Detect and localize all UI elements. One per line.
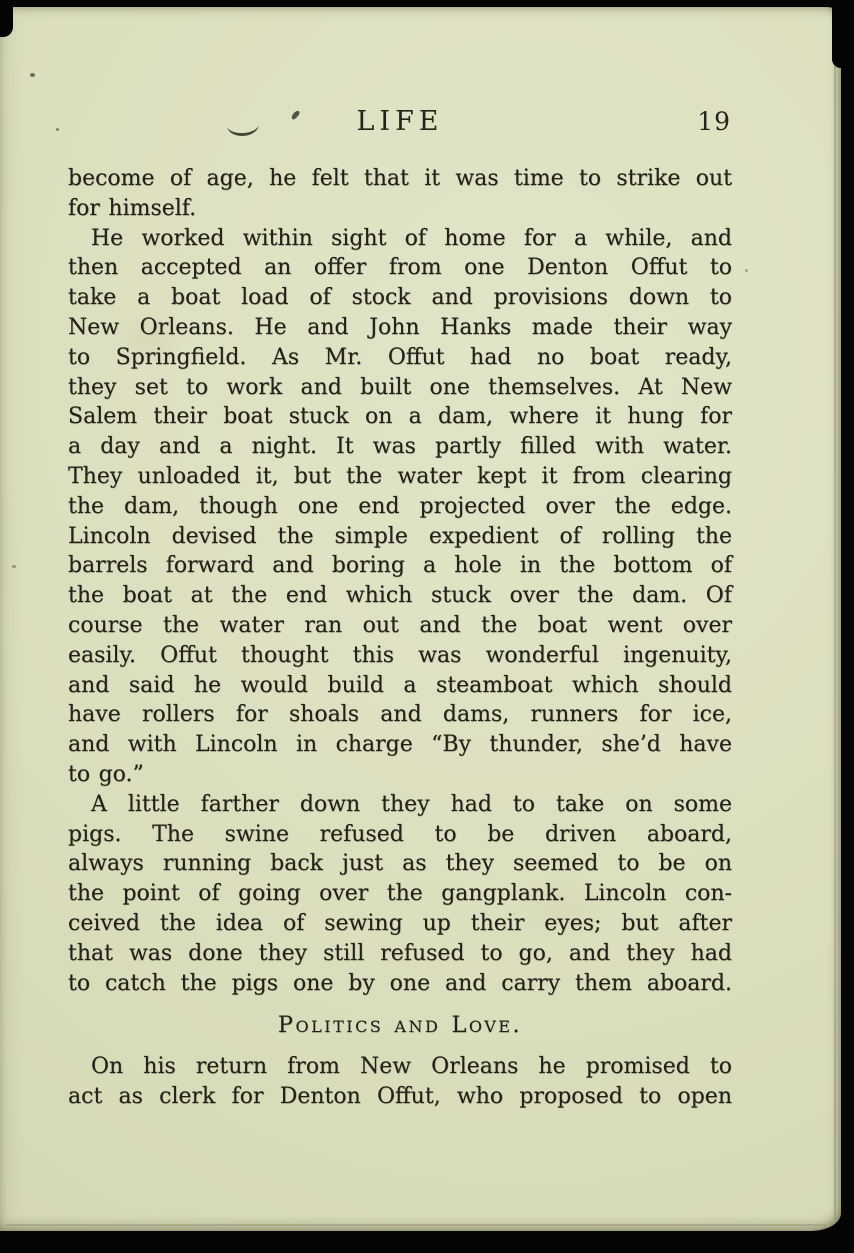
text-line: the point of going over the gangplank. Lincoln con- [68, 881, 732, 907]
text-line: the boat at the end which stuck over the dam. Of [68, 583, 732, 609]
text-line: take a boat load of stock and provisions down to [68, 285, 732, 311]
text-line: easily. Offut thought this was wonderful ingenuity, [68, 642, 732, 668]
text-line: New Orleans. He and John Hanks made their way [68, 314, 732, 340]
running-head [68, 106, 732, 140]
text-line: have rollers for shoals and dams, runners for ice, [68, 702, 732, 728]
text-line: the dam, though one end projected over the edge. [68, 493, 732, 519]
text-line: On his return from New Orleans he promised to [91, 1054, 732, 1080]
text-line: become of age, he felt that it was time to strike out [68, 166, 732, 191]
text-line: always running back just as they seemed to be on [68, 851, 732, 877]
text-line: course the water ran out and the boat went over [68, 612, 732, 638]
paper-speck [30, 73, 35, 77]
text-line: to catch the pigs one by one and carry them aboard. [68, 970, 732, 996]
paragraph-continuation [68, 164, 732, 224]
paragraph-boat-trip [68, 224, 732, 790]
text-line: They unloaded it, but the water kept it from clearing [68, 463, 732, 489]
text-line: He worked within sight of home for a while, and [91, 225, 732, 251]
text-line: to go.” [68, 761, 144, 787]
paragraph-politics-and-love [68, 1052, 732, 1112]
text-line: pigs. The swine refused to be driven aboard, [68, 821, 732, 847]
paper-speck [12, 565, 16, 568]
text-line: for himself. [68, 195, 197, 221]
paper-speck [745, 269, 748, 272]
page-edge-notch-top-right [832, 6, 843, 68]
section-heading: Politics and Love. [277, 1012, 523, 1039]
text-line: that was done they still refused to go, and they had [68, 940, 732, 966]
page-text [68, 164, 732, 1112]
running-head-title: LIFE [356, 106, 444, 137]
text-line: to Springfield. As Mr. Offut had no boat ready, [68, 344, 732, 370]
text-line: a day and a night. It was partly filled with water. [68, 434, 732, 460]
paper-speck [56, 128, 59, 131]
text-line: ceived the idea of sewing up their eyes; but after [68, 910, 732, 936]
text-line: they set to work and built one themselves. At New [68, 374, 732, 400]
text-line: act as clerk for Denton Offut, who proposed to open [68, 1083, 732, 1109]
text-line: A little farther down they had to take on some [91, 791, 732, 817]
text-line: Salem their boat stuck on a dam, where it hung for [68, 404, 732, 430]
text-line: then accepted an offer from one Denton Offut to [68, 255, 732, 281]
text-line: and with Lincoln in charge “By thunder, she’d have [68, 732, 732, 758]
page-edge-shadow-top-left [0, 7, 13, 37]
paragraph-pigs [68, 790, 732, 999]
book-page [0, 7, 841, 1231]
text-line: and said he would build a steamboat which should [68, 672, 732, 698]
text-line: Lincoln devised the simple expedient of rolling the [68, 523, 732, 549]
text-line: barrels forward and boring a hole in the bottom of [68, 553, 732, 579]
page-number: 19 [697, 107, 731, 136]
